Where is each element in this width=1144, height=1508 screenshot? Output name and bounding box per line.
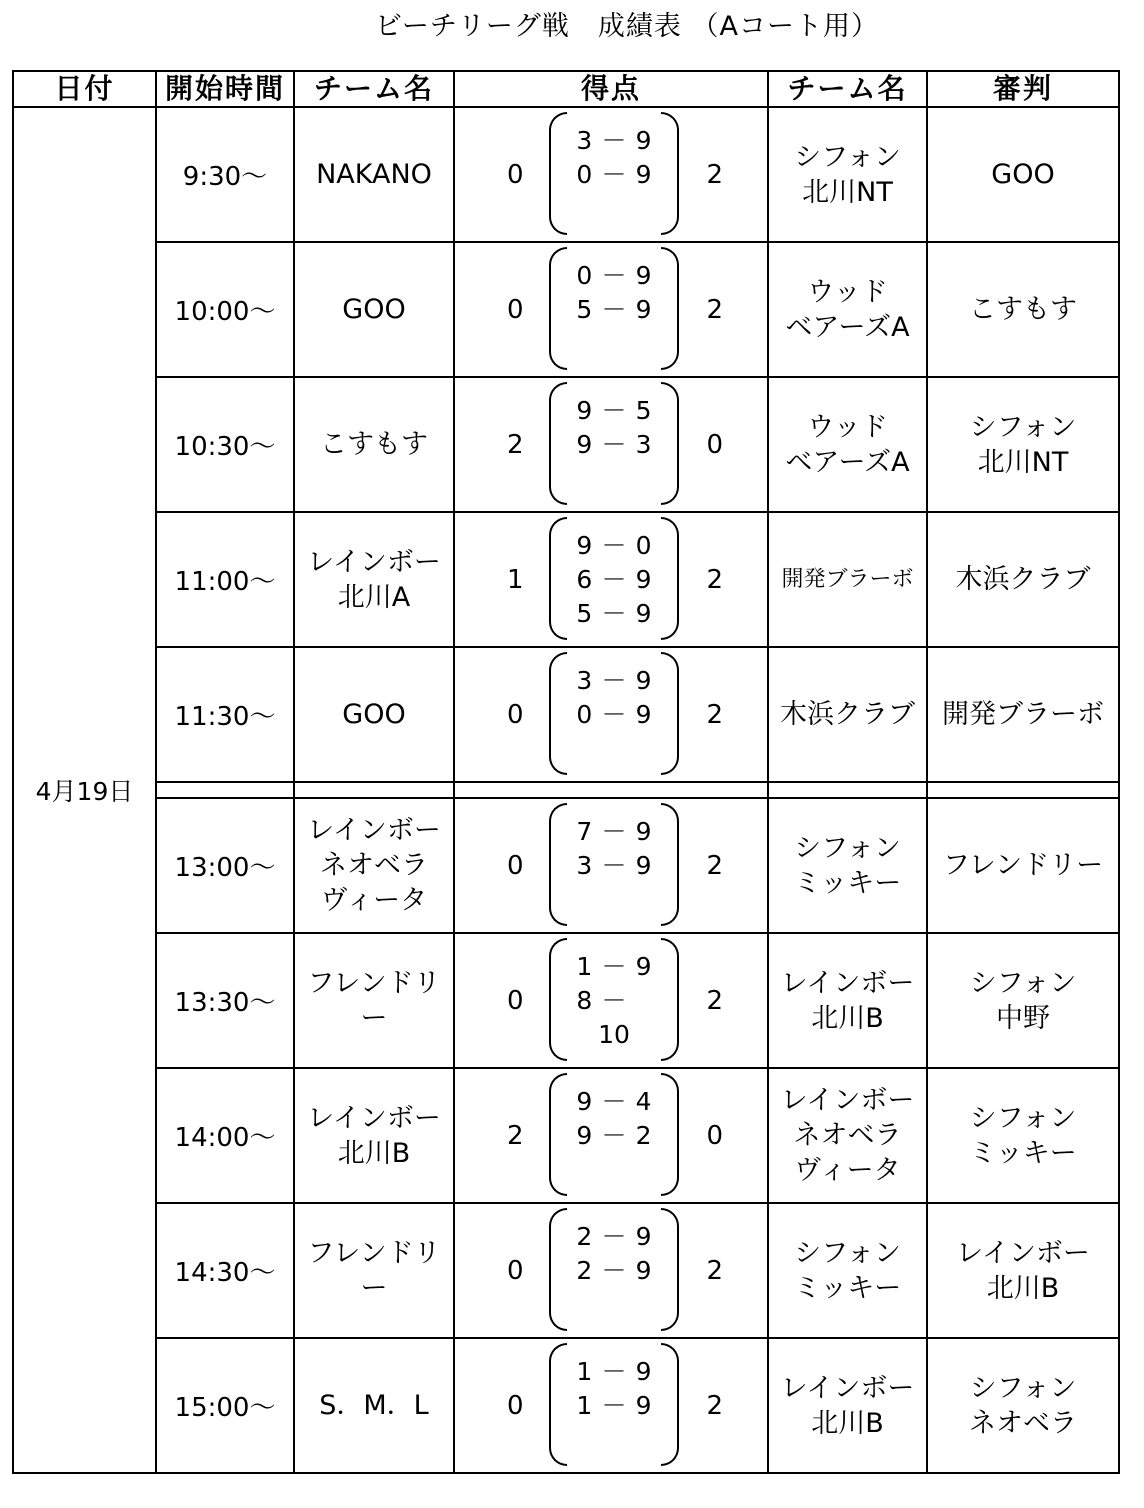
game-score-team1: 0 [576, 261, 593, 290]
referee-name [927, 1068, 1119, 1203]
game-score [549, 1220, 679, 1254]
game-score-team2: 9 [635, 817, 652, 846]
team1-name [294, 647, 454, 782]
text-line: ヴィータ [794, 1155, 901, 1186]
score-cell [454, 242, 768, 377]
game-scores-bracket [549, 517, 679, 640]
text-line: ウッド [807, 411, 888, 443]
game-score-dash: － [601, 666, 627, 695]
score-cell [454, 933, 768, 1068]
game-scores-bracket [549, 112, 679, 235]
start-time: 10:30～ [156, 377, 294, 512]
sets-won-team1: 0 [507, 985, 524, 1016]
text-line: シフォン [969, 1372, 1077, 1404]
game-score-dash: － [601, 1256, 627, 1285]
text-line: ネオベラ [969, 1407, 1077, 1439]
game-score [549, 815, 679, 849]
match-row [13, 1338, 1119, 1473]
game-score-team2: 2 [635, 1121, 652, 1150]
team1-name [294, 1203, 454, 1338]
sets-won-team2: 2 [706, 985, 723, 1016]
sets-won-team2: 2 [706, 564, 723, 595]
game-scores-bracket [549, 1208, 679, 1331]
text-line: ウッド [807, 276, 888, 308]
text-line: フレンドリー [307, 1237, 441, 1304]
referee-name [927, 798, 1119, 933]
text-line: 開発ブラーボ [781, 567, 914, 592]
game-score-team2: 9 [635, 851, 652, 880]
game-scores [549, 394, 679, 462]
start-time: 14:00～ [156, 1068, 294, 1203]
text-line: 北川B [811, 1407, 884, 1439]
header-referee: 審判 [927, 71, 1119, 107]
text-line: レインボー [956, 1237, 1090, 1269]
game-score-dash: － [601, 851, 627, 880]
game-scores-bracket [549, 1343, 679, 1466]
text-line: 北川B [337, 1137, 411, 1169]
sets-won-team2: 2 [706, 1255, 723, 1286]
game-scores [549, 1355, 679, 1423]
score-cell [454, 512, 768, 647]
game-score-dash: － [601, 952, 627, 981]
start-time: 9:30～ [156, 107, 294, 242]
team1-name [294, 377, 454, 512]
game-score-team2: 9 [635, 1357, 652, 1386]
match-row [13, 377, 1119, 512]
match-row [13, 1068, 1119, 1203]
game-scores [549, 815, 679, 883]
game-score-team1: 3 [576, 126, 593, 155]
game-score [549, 293, 679, 327]
game-scores [549, 950, 679, 1049]
game-score-dash: － [601, 700, 627, 729]
game-score-team1: 2 [576, 1222, 593, 1251]
game-score-team1: 9 [576, 396, 593, 425]
referee-name [927, 512, 1119, 647]
game-score [549, 394, 679, 428]
game-scores-bracket [549, 247, 679, 370]
game-score-team2 [636, 984, 679, 1018]
game-scores-bracket [549, 803, 679, 926]
text-line: ミッキー [793, 867, 902, 899]
team2-name [768, 1338, 927, 1473]
referee-name [927, 1338, 1119, 1473]
text-line: 開発ブラーボ [942, 699, 1104, 730]
game-score [549, 664, 679, 698]
text-line: ネオベラ [320, 850, 428, 881]
team2-name [768, 933, 927, 1068]
header-team1: チーム名 [294, 71, 454, 107]
game-score-team1: 7 [576, 817, 593, 846]
text-line: ヴィータ [320, 885, 428, 916]
text-line: 北川B [986, 1272, 1060, 1304]
sets-won-team1: 0 [507, 699, 524, 730]
game-score-team2: 9 [635, 700, 652, 729]
match-row [13, 647, 1119, 782]
referee-name [927, 377, 1119, 512]
score-cell [454, 798, 768, 933]
match-row [13, 107, 1119, 242]
game-score-team2: 9 [635, 599, 652, 628]
match-row [13, 798, 1119, 933]
game-score-team1: 1 [576, 952, 593, 981]
game-score [549, 597, 679, 631]
text-line: レインボー [307, 1102, 441, 1134]
referee-name [927, 1203, 1119, 1338]
game-score-team1: 1 [576, 1391, 593, 1420]
text-line: ベアーズA [785, 311, 910, 343]
game-score-team1: 5 [576, 599, 593, 628]
team2-name [768, 512, 927, 647]
game-scores-bracket [549, 938, 679, 1061]
text-line: GOO [342, 294, 406, 325]
header-date: 日付 [13, 71, 156, 107]
sets-won-team1: 2 [507, 1120, 524, 1151]
game-score-team1: 9 [576, 531, 593, 560]
game-score-dash: － [601, 430, 627, 459]
sets-won-team1: 0 [507, 1390, 524, 1421]
break-cell [454, 782, 768, 798]
match-row [13, 242, 1119, 377]
game-score [549, 158, 679, 192]
game-score-team2: 4 [635, 1087, 652, 1116]
game-score [549, 124, 679, 158]
match-row [13, 933, 1119, 1068]
game-score [549, 259, 679, 293]
text-line: 北川A [337, 581, 411, 613]
text-line: ネオベラ [793, 1120, 902, 1151]
text-line: 北川NT [802, 176, 893, 208]
game-score-team1: 9 [576, 1087, 593, 1116]
game-score-team1: 0 [576, 160, 593, 189]
score-cell [454, 647, 768, 782]
text-line: こすもす [320, 429, 428, 460]
start-time: 14:30～ [156, 1203, 294, 1338]
game-scores [549, 529, 679, 631]
game-score-dash: － [601, 126, 627, 155]
game-score-dash: － [601, 1121, 627, 1150]
text-line: シフォン [794, 141, 901, 173]
team1-name [294, 107, 454, 242]
text-line: 北川B [811, 1002, 884, 1034]
team2-name [768, 1203, 927, 1338]
text-line: レインボー [307, 546, 441, 578]
text-line: GOO [991, 159, 1055, 190]
sets-won-team2: 2 [706, 850, 723, 881]
game-score-team1: 9 [576, 430, 593, 459]
game-score-dash: － [601, 1357, 627, 1386]
sets-won-team1: 1 [507, 564, 524, 595]
text-line: 木浜クラブ [955, 564, 1091, 595]
results-table [12, 70, 1120, 1474]
text-line: 木浜クラブ [780, 699, 915, 730]
game-score [549, 563, 679, 597]
start-time: 13:30～ [156, 933, 294, 1068]
start-time: 15:00～ [156, 1338, 294, 1473]
game-scores [549, 1220, 679, 1288]
sets-won-team1: 0 [507, 1255, 524, 1286]
referee-name [927, 647, 1119, 782]
team1-name [294, 933, 454, 1068]
text-line: フレンドリー [307, 967, 441, 1034]
game-score-team2: 9 [635, 1391, 652, 1420]
sets-won-team1: 2 [507, 429, 524, 460]
text-line: レインボー [780, 1372, 915, 1404]
break-cell [156, 782, 294, 798]
text-line: シフォン [794, 1237, 901, 1269]
game-scores-bracket [549, 652, 679, 775]
team2-name [768, 647, 927, 782]
game-score-team2: 9 [635, 952, 652, 981]
text-line: レインボー [307, 815, 441, 846]
header-start-time: 開始時間 [156, 71, 294, 107]
score-cell [454, 377, 768, 512]
text-line: レインボー [780, 1085, 915, 1116]
referee-name [927, 933, 1119, 1068]
game-score-team2: 9 [635, 160, 652, 189]
date-cell: 4月19日 [13, 107, 156, 1473]
sets-won-team2: 2 [706, 699, 723, 730]
text-line: 中野 [996, 1002, 1050, 1034]
game-score-dash: －10 [598, 986, 630, 1049]
break-cell [768, 782, 927, 798]
team2-name [768, 1068, 927, 1203]
header-row [13, 71, 1119, 107]
text-line: ミッキー [969, 1137, 1077, 1169]
game-score-dash: － [601, 295, 627, 324]
start-time: 13:00～ [156, 798, 294, 933]
start-time: 11:30～ [156, 647, 294, 782]
game-score-team2: 9 [635, 1256, 652, 1285]
game-score-team1: 3 [576, 851, 593, 880]
lunch-break-row [13, 782, 1119, 798]
match-row [13, 512, 1119, 647]
game-scores [549, 664, 679, 732]
game-score-team2: 5 [635, 396, 652, 425]
game-score-dash: － [601, 817, 627, 846]
game-score-team2: 0 [635, 531, 652, 560]
sets-won-team1: 0 [507, 159, 524, 190]
game-score-team2: 9 [635, 261, 652, 290]
text-line: S．M．L [319, 1390, 429, 1421]
game-score-team1: 1 [576, 1357, 593, 1386]
game-score-team2: 9 [635, 295, 652, 324]
game-score [549, 984, 679, 1049]
game-score-dash: － [601, 1391, 627, 1420]
text-line: シフォン [969, 967, 1077, 999]
referee-name [927, 107, 1119, 242]
sets-won-team2: 2 [706, 159, 723, 190]
team2-name [768, 798, 927, 933]
team1-name [294, 798, 454, 933]
game-score-dash: － [601, 261, 627, 290]
sets-won-team2: 0 [706, 429, 723, 460]
header-team2: チーム名 [768, 71, 927, 107]
game-score-dash: － [601, 396, 627, 425]
game-score-team1: 2 [576, 1256, 593, 1285]
sets-won-team2: 0 [706, 1120, 723, 1151]
team1-name [294, 242, 454, 377]
start-time: 10:00～ [156, 242, 294, 377]
text-line: ミッキー [793, 1272, 902, 1304]
sets-won-team1: 0 [507, 294, 524, 325]
game-score [549, 1254, 679, 1288]
game-score-dash: － [601, 1222, 627, 1251]
team2-name [768, 107, 927, 242]
text-line: シフォン [969, 411, 1077, 443]
header-score: 得点 [454, 71, 768, 107]
team2-name [768, 377, 927, 512]
game-score [549, 950, 679, 984]
game-score-dash: － [601, 531, 627, 560]
game-score [549, 529, 679, 563]
game-scores [549, 259, 679, 327]
text-line: フレンドリー [942, 850, 1104, 881]
match-row [13, 1203, 1119, 1338]
team2-name [768, 242, 927, 377]
score-cell [454, 107, 768, 242]
game-score-team2: 9 [635, 126, 652, 155]
text-line: NAKANO [316, 159, 432, 190]
start-time: 11:00～ [156, 512, 294, 647]
game-score-team1: 3 [576, 666, 593, 695]
game-score-team2: 3 [635, 430, 652, 459]
text-line: レインボー [780, 967, 915, 999]
sets-won-team2: 2 [706, 1390, 723, 1421]
game-score-team1: 9 [576, 1121, 593, 1150]
game-score [549, 698, 679, 732]
game-score [549, 428, 679, 462]
game-score-dash: － [601, 599, 627, 628]
game-score-team1: 6 [576, 565, 593, 594]
game-scores-bracket [549, 382, 679, 505]
team1-name [294, 1068, 454, 1203]
team1-name [294, 512, 454, 647]
game-score [549, 1389, 679, 1423]
game-score-team1: 8 [576, 986, 593, 1015]
text-line: こすもす [969, 294, 1077, 325]
score-cell [454, 1338, 768, 1473]
game-scores-bracket [549, 1073, 679, 1196]
text-line: シフォン [969, 1102, 1077, 1134]
score-cell [454, 1203, 768, 1338]
text-line: ベアーズA [785, 446, 910, 478]
text-line: GOO [342, 699, 406, 730]
game-score [549, 1355, 679, 1389]
game-score-team2: 9 [635, 1222, 652, 1251]
game-score-team2: 9 [635, 666, 652, 695]
game-score [549, 1085, 679, 1119]
game-score-dash: － [601, 1087, 627, 1116]
game-scores [549, 1085, 679, 1153]
game-score-team2: 9 [635, 565, 652, 594]
game-score [549, 849, 679, 883]
game-scores [549, 124, 679, 192]
team1-name [294, 1338, 454, 1473]
game-score [549, 1119, 679, 1153]
sets-won-team1: 0 [507, 850, 524, 881]
sets-won-team2: 2 [706, 294, 723, 325]
game-score-team1: 0 [576, 700, 593, 729]
game-score-dash: － [601, 565, 627, 594]
score-cell [454, 1068, 768, 1203]
game-score-team1: 5 [576, 295, 593, 324]
sheet-title: ビーチリーグ戦 成績表 （Aコート用） [375, 11, 879, 42]
text-line: 北川NT [977, 446, 1069, 478]
referee-name [927, 242, 1119, 377]
break-cell [294, 782, 454, 798]
game-score-dash: － [601, 160, 627, 189]
text-line: シフォン [794, 832, 901, 864]
break-cell [927, 782, 1119, 798]
